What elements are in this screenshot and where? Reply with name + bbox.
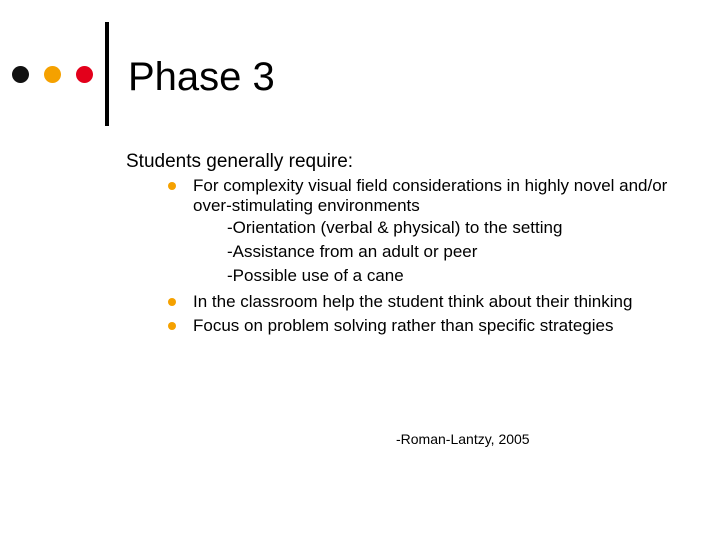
bullet-dot-icon: [168, 298, 176, 306]
bullet-text: For complexity visual field considerations in highly novel and/or over-stimulating environments: [193, 176, 668, 215]
bullet-item-2: [166, 292, 686, 312]
citation: -Roman-Lantzy, 2005: [396, 431, 530, 447]
intro-text: Students generally require:: [126, 151, 354, 172]
decorative-dot-black: [12, 66, 29, 83]
title-divider-line: [105, 22, 109, 126]
decorative-dot-orange: [44, 66, 61, 83]
bullet-dot-icon: [168, 322, 176, 330]
bullet-text: In the classroom help the student think about their thinking: [193, 292, 633, 311]
bullet-item-1: [166, 176, 686, 288]
sub-item-cane: -Possible use of a cane: [227, 266, 404, 285]
bullet-item-3: [166, 316, 686, 336]
bullet-text: Focus on problem solving rather than specific strategies: [193, 316, 614, 335]
sub-item-orientation: -Orientation (verbal & physical) to the setting: [227, 218, 563, 237]
bullet-list: [166, 176, 686, 336]
slide-title: Phase 3: [128, 55, 275, 99]
bullet-dot-icon: [168, 182, 176, 190]
sub-item-assistance: -Assistance from an adult or peer: [227, 242, 478, 261]
decorative-dot-red: [76, 66, 93, 83]
